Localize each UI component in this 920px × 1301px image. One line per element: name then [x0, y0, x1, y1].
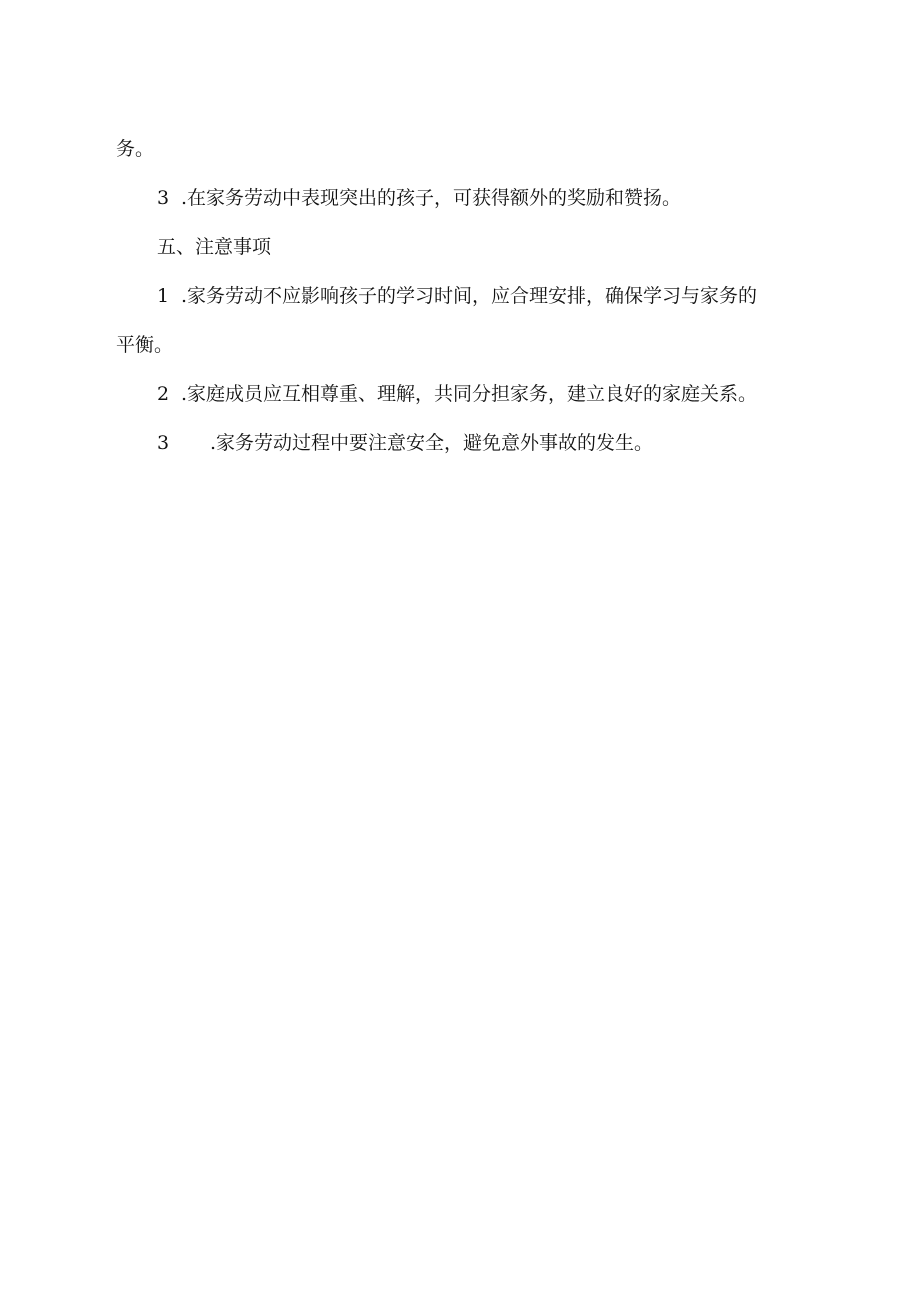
item-number: 2 [157, 383, 170, 405]
item-number: 3 [157, 187, 170, 209]
section-heading-text: 五、注意事项 [157, 236, 272, 258]
item-text: .家庭成员应互相尊重、理解，共同分担家务，建立良好的家庭关系。 [181, 383, 758, 405]
item-number: 1 [157, 285, 170, 307]
item-text-continuation: 平衡。 [116, 334, 174, 356]
item-text: .在家务劳动中表现突出的孩子，可获得额外的奖励和赞扬。 [181, 187, 682, 209]
item-text: .家务劳动不应影响孩子的学习时间，应合理安排，确保学习与家务的 [181, 285, 758, 307]
continuation-text: 务。 [116, 138, 155, 160]
item-number: 3 [157, 432, 170, 454]
item-text: .家务劳动过程中要注意安全，避免意外事故的发生。 [210, 432, 654, 454]
